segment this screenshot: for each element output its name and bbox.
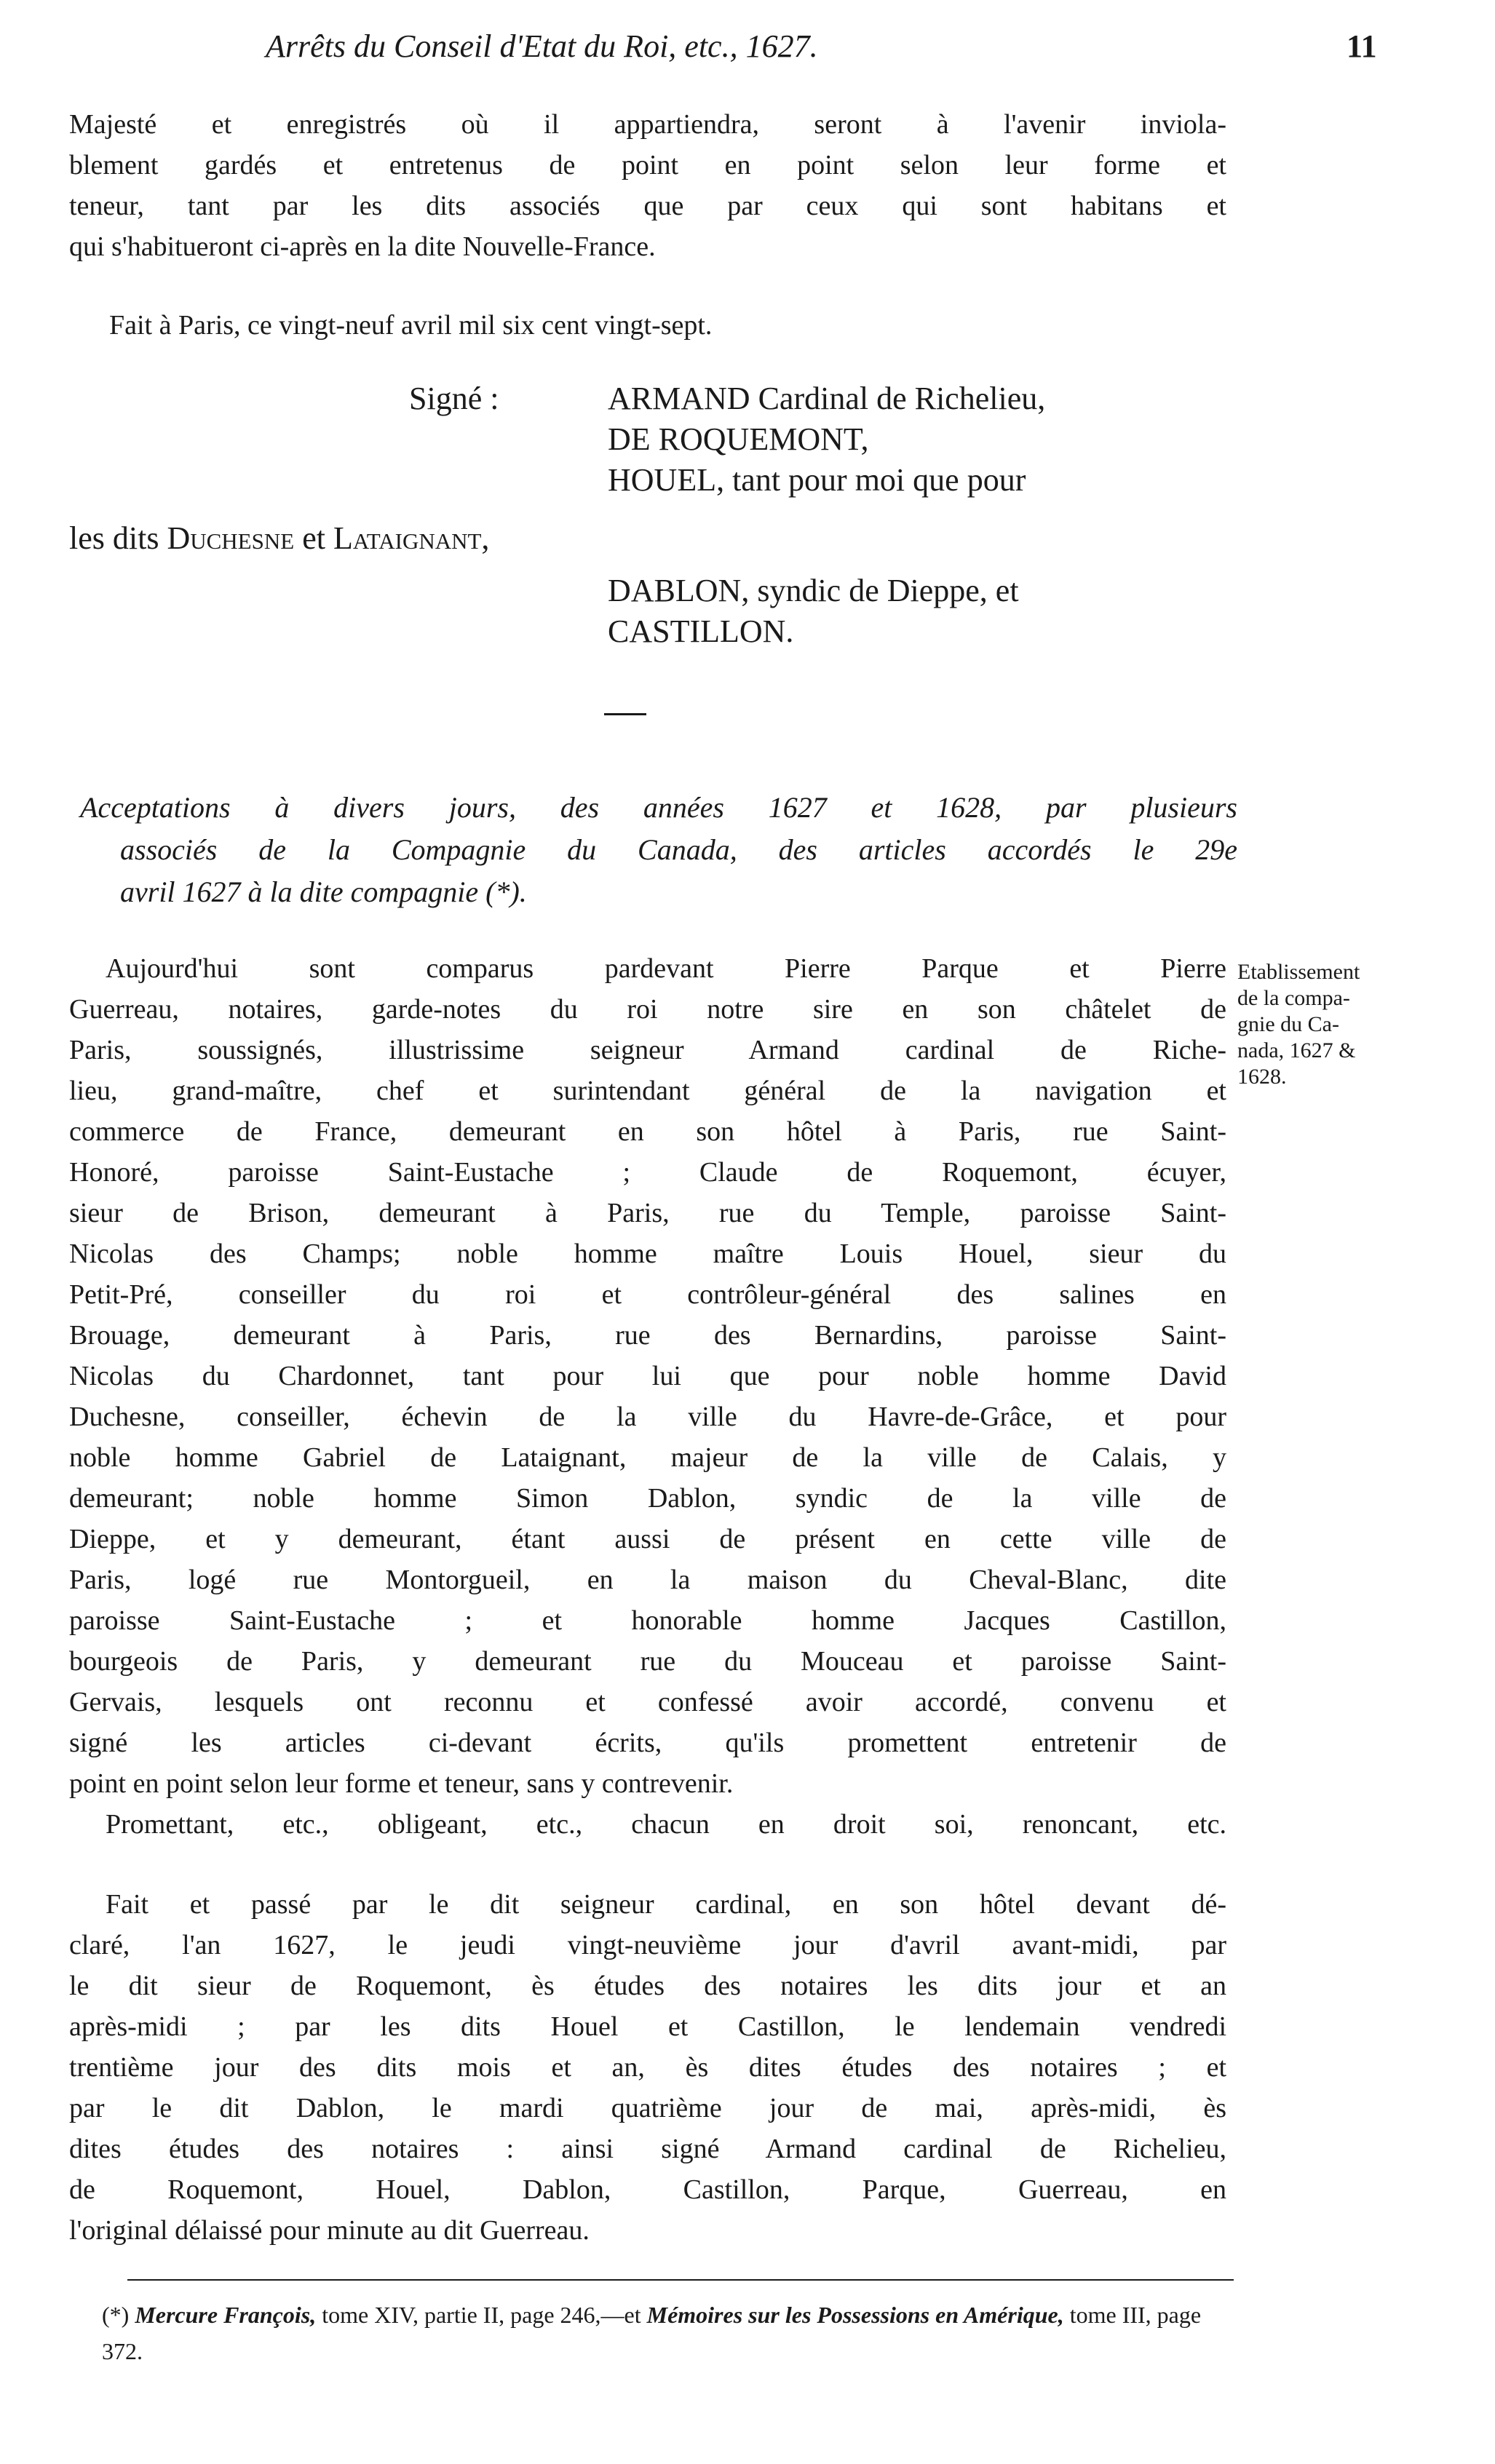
text-line: lieu, grand-maître, chef et surintendant général de la navigation et: [69, 1076, 1226, 1106]
margin-note-line: gnie du Ca-: [1237, 1012, 1339, 1036]
margin-note-line: 1628.: [1237, 1065, 1287, 1089]
text-line: après-midi ; par les dits Houel et Castillon, le lendemain vendredi: [69, 2011, 1226, 2042]
text-line: Brouage, demeurant à Paris, rue des Bernardins, paroisse Saint-: [69, 1320, 1226, 1351]
text-line: Nicolas des Champs; noble homme maître Louis Houel, sieur du: [69, 1239, 1226, 1269]
text-line: Duchesne, conseiller, échevin de la ville du Havre-de-Grâce, et pour: [69, 1402, 1226, 1432]
margin-note-line: de la compa-: [1237, 986, 1350, 1010]
text-line: trentième jour des dits mois et an, ès dites études des notaires ; et: [69, 2052, 1226, 2083]
text-line: le dit sieur de Roquemont, ès études des notaires les dits jour et an: [69, 1971, 1226, 2001]
text-line: point en point selon leur forme et teneur, sans y contrevenir.: [69, 1768, 734, 1799]
text-line: Paris, logé rue Montorgueil, en la maison du Cheval-Blanc, dite: [69, 1565, 1226, 1595]
text-line: claré, l'an 1627, le jeudi vingt-neuvième jour d'avril avant-midi, par: [69, 1930, 1226, 1960]
signature-roquemont: DE ROQUEMONT,: [608, 421, 869, 457]
footnote-part2: tome III, page 372.: [102, 2302, 1202, 2364]
text-line: demeurant; noble homme Simon Dablon, syndic de la ville de: [69, 1483, 1226, 1514]
text-line: teneur, tant par les dits associés que par ceux qui sont habitans et: [69, 191, 1226, 221]
text-line: paroisse Saint-Eustache ; et honorable homme Jacques Castillon,: [69, 1605, 1226, 1636]
footnote-line-1: [102, 2297, 1237, 2369]
signature-dablon: DABLON, syndic de Dieppe, et: [608, 573, 1019, 608]
text-line: commerce de France, demeurant en son hôtel à Paris, rue Saint-: [69, 1116, 1226, 1147]
page-number: 11: [1347, 28, 1377, 64]
name-duchesne: Duchesne: [167, 520, 295, 556]
footnote-rule: [127, 2279, 1234, 2281]
footnote-memoires: Mémoires sur les Possessions en Amérique,: [646, 2302, 1064, 2328]
text-line: Gervais, lesquels ont reconnu et confessé avoir accordé, convenu et: [69, 1687, 1226, 1717]
les-dits-text: les dits: [69, 520, 159, 556]
text-line: Guerreau, notaires, garde-notes du roi notre sire en son châtelet de: [69, 994, 1226, 1025]
section-title-line: Acceptations à divers jours, des années 1627 et 1628, par plusieurs: [80, 791, 1237, 824]
text-line: bourgeois de Paris, y demeurant rue du Mouceau et paroisse Saint-: [69, 1646, 1226, 1677]
signature-castillon: CASTILLON.: [608, 613, 794, 649]
text-line: qui s'habitueront ci-après en la dite Nouvelle-France.: [69, 231, 656, 262]
signature-armand: ARMAND Cardinal de Richelieu,: [608, 381, 1046, 416]
name-lataignant: Lataignant,: [333, 520, 490, 556]
text-line: noble homme Gabriel de Lataignant, majeur de la ville de Calais, y: [69, 1442, 1226, 1473]
margin-note-line: nada, 1627 &: [1237, 1038, 1356, 1062]
text-line: Majesté et enregistrés où il appartiendra, seront à l'avenir inviola-: [69, 109, 1226, 140]
text-line: par le dit Dablon, le mardi quatrième jour de mai, après-midi, ès: [69, 2093, 1226, 2123]
text-line: blement gardés et entretenus de point en point selon leur forme et: [69, 150, 1226, 180]
running-header-title: Arrêts du Conseil d'Etat du Roi, etc., 1627.: [266, 28, 818, 64]
text-line: Honoré, paroisse Saint-Eustache ; Claude de Roquemont, écuyer,: [69, 1157, 1226, 1188]
footnote-mercure: Mercure François,: [135, 2302, 317, 2328]
text-line: l'original délaissé pour minute au dit Guerreau.: [69, 2215, 590, 2246]
section-title-line: associés de la Compagnie du Canada, des articles accordés le 29e: [120, 833, 1237, 866]
text-line: Paris, soussignés, illustrissime seigneur Armand cardinal de Riche-: [69, 1035, 1226, 1065]
signature-les-dits: [69, 522, 489, 555]
margin-note: [1237, 959, 1434, 1090]
margin-note-line: Etablissement: [1237, 960, 1360, 984]
text-line: de Roquemont, Houel, Dablon, Castillon, Parque, Guerreau, en: [69, 2174, 1226, 2205]
text-line: Aujourd'hui sont comparus pardevant Pierre Parque et Pierre: [106, 953, 1226, 984]
section-title-line: avril 1627 à la dite compagnie (*).: [120, 875, 527, 908]
text-line: dites études des notaires : ainsi signé Armand cardinal de Richelieu,: [69, 2134, 1226, 2164]
et-text: et: [302, 520, 325, 556]
promettant-line: Promettant, etc., obligeant, etc., chacun en droit soi, renoncant, etc.: [106, 1809, 1226, 1840]
signe-label: Signé :: [409, 381, 499, 416]
section-divider: [604, 713, 646, 715]
text-line: sieur de Brison, demeurant à Paris, rue du Temple, paroisse Saint-: [69, 1198, 1226, 1228]
text-line: Dieppe, et y demeurant, étant aussi de présent en cette ville de: [69, 1524, 1226, 1554]
text-line: Petit-Pré, conseiller du roi et contrôleur-général des salines en: [69, 1279, 1226, 1310]
footnote-marker: (*): [102, 2302, 130, 2328]
signature-houel: HOUEL, tant pour moi que pour: [608, 462, 1026, 498]
fait-a-paris-line: Fait à Paris, ce vingt-neuf avril mil six cent vingt-sept.: [109, 310, 713, 341]
footnote-part1: tome XIV, partie II, page 246,—et: [322, 2302, 641, 2328]
text-line: signé les articles ci-devant écrits, qu'ils promettent entretenir de: [69, 1728, 1226, 1758]
text-line: Nicolas du Chardonnet, tant pour lui que pour noble homme David: [69, 1361, 1226, 1391]
text-line: Fait et passé par le dit seigneur cardinal, en son hôtel devant dé-: [106, 1889, 1226, 1920]
